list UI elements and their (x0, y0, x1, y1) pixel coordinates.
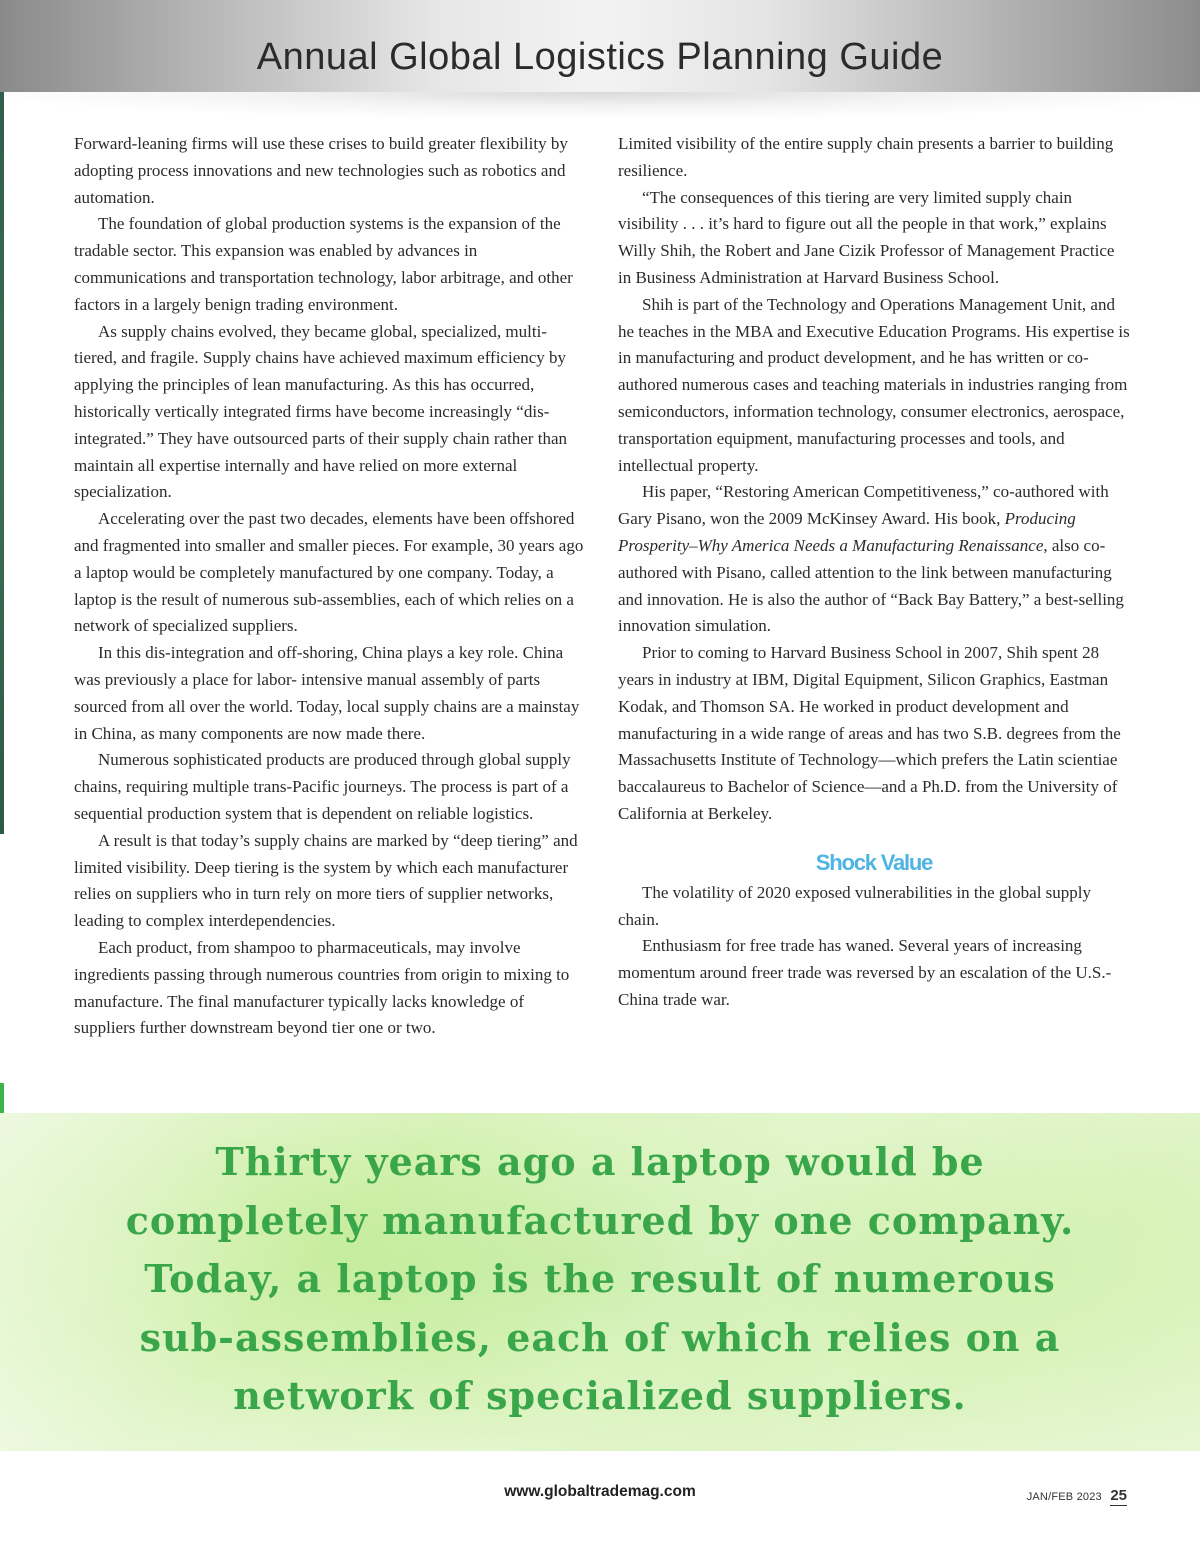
right-column (618, 131, 1130, 1014)
pull-quote-line: Thirty years ago a laptop would be (215, 1139, 985, 1184)
issue-date: JAN/FEB 2023 (1026, 1491, 1102, 1503)
pull-quote-line: network of specialized suppliers. (233, 1373, 967, 1418)
section-subhead: Shock Value (815, 849, 933, 875)
paragraph-text: , also co-authored with Pisano, called attention to the link between manufacturing and innovation. He is also the author of “Back Bay Battery,” a best-selling innovation simulation. (618, 535, 1124, 636)
body-paragraph: Limited visibility of the entire supply chain presents a barrier to building resilience. (618, 134, 1114, 180)
pull-quote-line: Today, a laptop is the result of numerous (144, 1256, 1056, 1301)
body-paragraph: Enthusiasm for free trade has waned. Several years of increasing momentum around freer trade was reversed by an escalation of the U.S.-China trade war. (618, 936, 1112, 1009)
header-shadow (0, 92, 1200, 118)
page-number: 25 (1110, 1487, 1127, 1504)
page-title: Annual Global Logistics Planning Guide (256, 36, 944, 78)
body-paragraph: Prior to coming to Harvard Business School in 2007, Shih spent 28 years in industry at IBM, Digital Equipment, Silicon Graphics, Eastman Kodak, and Thomson SA. He worked in product development and manufacturing in a wide range of areas and has two S.B. degrees from the Massachusetts Institute of Technology—which prefers the Latin scientiae baccalaureus to Bachelor of Science—and a Ph.D. from the University of California at Berkeley. (618, 643, 1121, 823)
body-paragraph: The volatility of 2020 exposed vulnerabilities in the global supply chain. (618, 882, 1092, 929)
left-edge-bar (0, 92, 4, 834)
body-paragraph: Shih is part of the Technology and Operations Management Unit, and he teaches in the MBA and Executive Education Programs. His expertise is in manufacturing and product development, and he has written or co-authored numerous cases and teaching materials in industries ranging from semiconductors, information technology, consumer electronics, aerospace, transportation equipment, manufacturing processes and tools, and intellectual property. (618, 294, 1130, 475)
pull-quote-text (120, 1133, 1080, 1426)
body-paragraph: In this dis-integration and off-shoring, China plays a key role. China was previously a place for labor- intensive manual assembly of parts sourced from all over the world. Today, local supply chains are a mainstay in China, as many components are now made there. (74, 643, 580, 743)
body-paragraph: Accelerating over the past two decades, elements have been offshored and fragmented into smaller and smaller pieces. For example, 30 years ago a laptop would be completely manufactured by one company. Today, a laptop is the result of numerous sub-assemblies, each of which relies on a network of specialized suppliers. (74, 509, 584, 636)
pull-quote-line: completely manufactured by one company. (125, 1197, 1075, 1243)
body-paragraph: A result is that today’s supply chains are marked by “deep tiering” and limited visibility. Deep tiering is the system by which each manufacturer relies on suppliers who in turn rely on more tiers of supplier networks, leading to complex interdependencies. (74, 830, 578, 931)
body-paragraph: Each product, from shampoo to pharmaceuticals, may involve ingredients passing through numerous countries from origin to mixing to manufacture. The final manufacturer typically lacks knowledge of suppliers further downstream beyond tier one or two. (74, 937, 570, 1038)
body-paragraph: As supply chains evolved, they became global, specialized, multi-tiered, and fragile. Supply chains have achieved maximum efficiency by applying the principles of lean manufacturing. As this has occurred, historically vertically integrated firms have become increasingly “dis-integrated.” They have outsourced parts of their supply chain rather than maintain all expertise internally and have relied on more external specialization. (74, 321, 567, 502)
footer-url[interactable]: www.globaltrademag.com (504, 1483, 696, 1500)
paragraph-text: His paper, “Restoring American Competitiveness,” co-authored with Gary Pisano, won the 2009 McKinsey Award. His book, (618, 482, 1109, 529)
pull-quote-line: sub-assemblies, each of which relies on a (139, 1314, 1061, 1360)
left-column (74, 131, 586, 1042)
body-paragraph (618, 479, 1130, 640)
body-paragraph: Numerous sophisticated products are produced through global supply chains, requiring multiple trans-Pacific journeys. The process is part of a sequential production system that is dependent on reliable logistics. (74, 750, 571, 823)
body-paragraph: “The consequences of this tiering are very limited supply chain visibility . . . it’s hard to figure out all the people in that work,” explains Willy Shih, the Robert and Jane Cizik Professor of Management Practice in Business Administration at Harvard Business School. (618, 187, 1115, 287)
body-paragraph: The foundation of global production systems is the expansion of the tradable sector. This expansion was enabled by advances in communications and transportation technology, labor arbitrage, and other factors in a largely benign trading environment. (74, 214, 573, 314)
book-title: Producing Prosperity–Why America Needs a Manufacturing Renaissance (618, 509, 1076, 555)
pull-quote-panel (0, 1113, 1200, 1451)
footer-issue-info (1027, 1487, 1127, 1505)
body-paragraph: Forward-leaning firms will use these crises to build greater flexibility by adopting process innovations and new technologies such as robotics and automation. (74, 134, 568, 207)
